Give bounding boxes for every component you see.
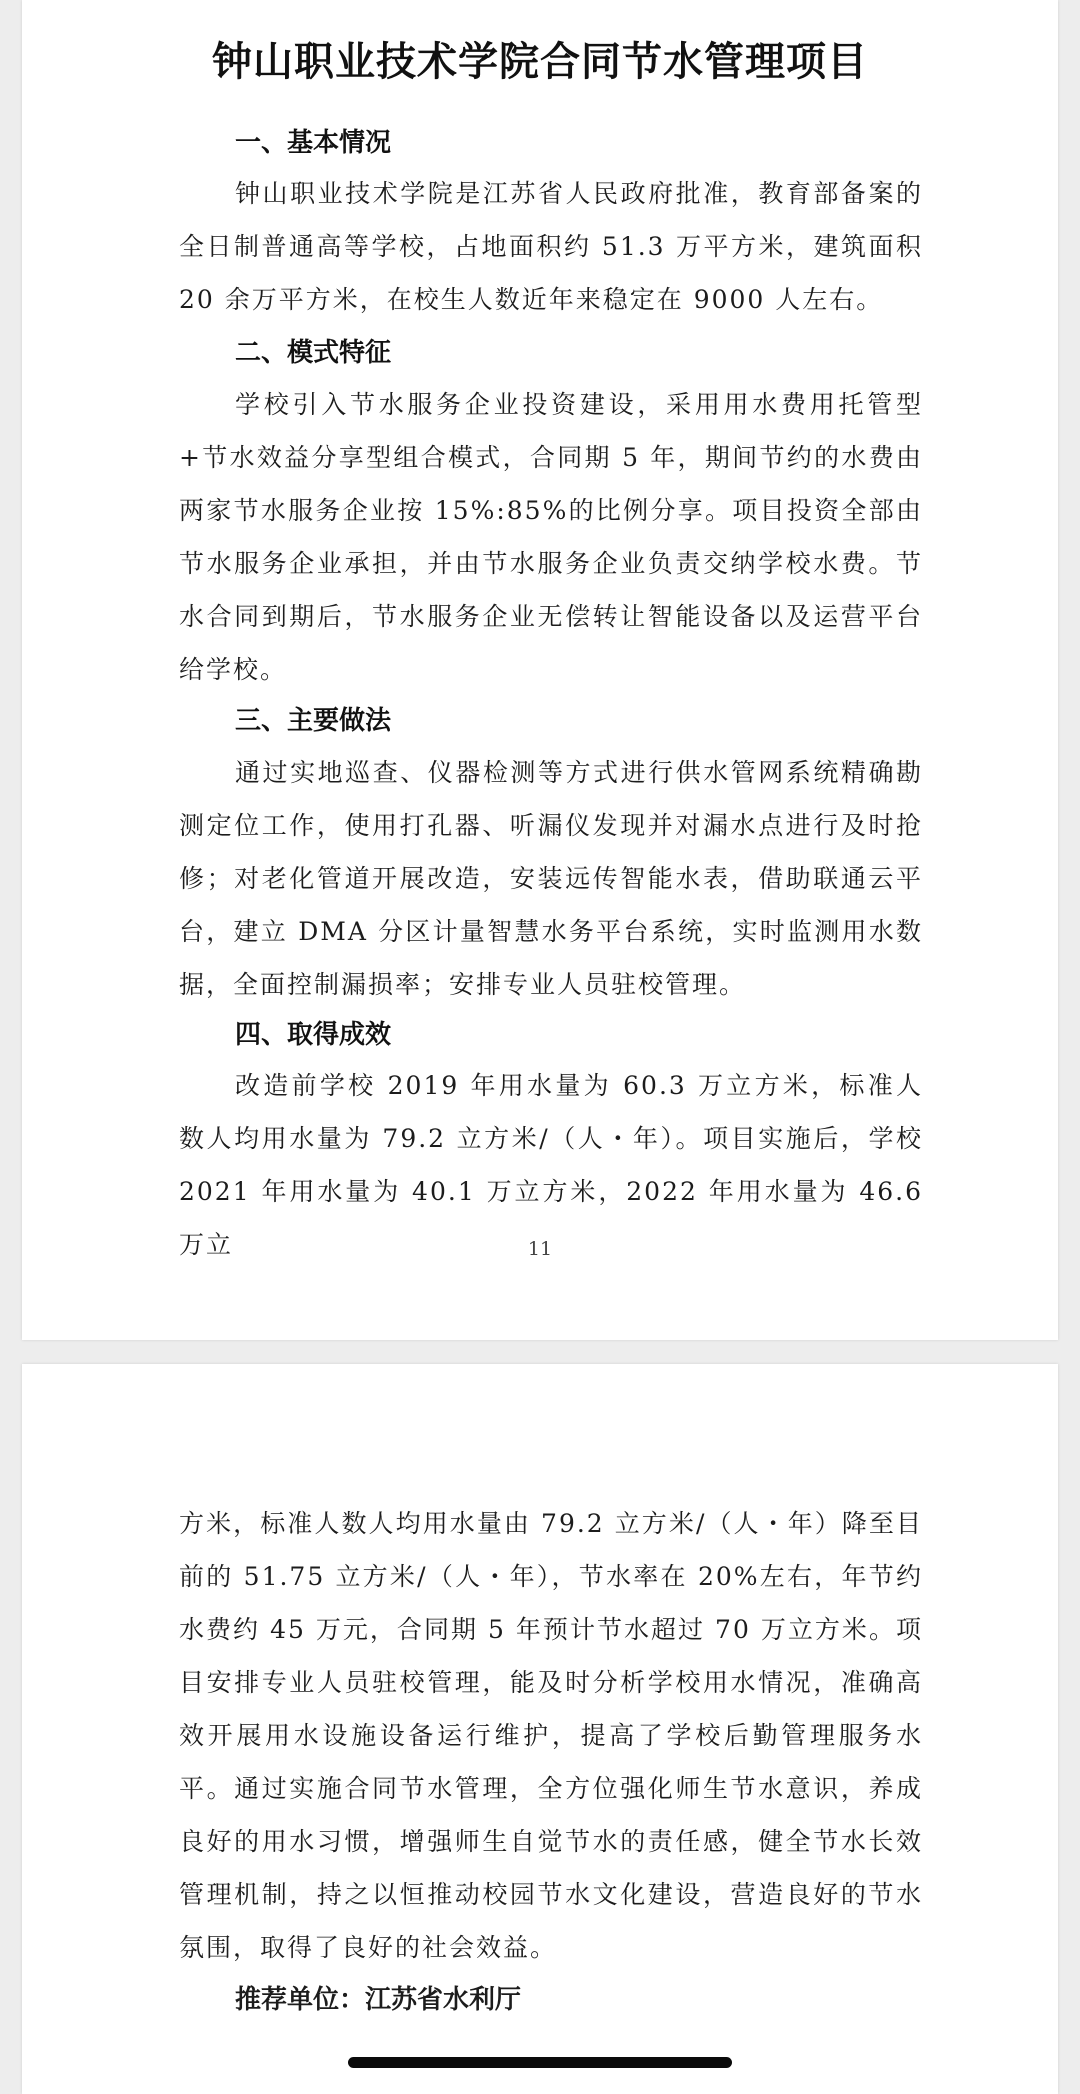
recommending-unit: 推荐单位：江苏省水利厅 <box>235 1985 522 2015</box>
section-paragraph-basic-info: 钟山职业技术学院是江苏省人民政府批准，教育部备案的全日制普通高等学校，占地面积约 51.3 万平方米，建筑面积 20 余万平方米，在校生人数近年来稳定在 9000 人左右。 <box>179 179 923 314</box>
section-paragraph-mode-features: 学校引入节水服务企业投资建设，采用用水费用托管型+节水效益分享型组合模式，合同期 5 年，期间节约的水费由两家节水服务企业按 15%:85%的比例分享。项目投资全部由节水服务企业承担，并由节水服务企业负责交纳学校水费。节水合同到期后，节水服务企业无偿转让智能设备以及运营平台给学校。 <box>179 390 923 684</box>
continued-paragraph: 方米，标准人数人均用水量由 79.2 立方米/（人・年）降至目前的 51.75 立方米/（人・年），节水率在 20%左右，年节约水费约 45 万元，合同期 5 年预计节水超过 70 万立方米。项目安排专业人员驻校管理，能及时分析学校用水情况，准确高效开展用水设施设备运行维护，提高了学校后勤管理服务水平。通过实施合同节水管理，全方位强化师生节水意识，养成良好的用水习惯，增强师生自觉节水的责任感，健全节水长效管理机制，持之以恒推动校园节水文化建设，营造良好的节水氛围，取得了良好的社会效益。 <box>179 1509 923 1962</box>
section-heading-main-practices: 三、主要做法 <box>235 706 392 736</box>
document-title: 钟山职业技术学院合同节水管理项目 <box>212 38 868 85</box>
section-paragraph-main-practices: 通过实地巡查、仪器检测等方式进行供水管网系统精确勘测定位工作，使用打孔器、听漏仪发现并对漏水点进行及时抢修；对老化管道开展改造，安装远传智能水表，借助联通云平台，建立 DMA 分区计量智慧水务平台系统，实时监测用水数据，全面控制漏损率；安排专业人员驻校管理。 <box>179 758 923 999</box>
section-paragraph-results: 改造前学校 2019 年用水量为 60.3 万立方米，标准人数人均用水量为 79.2 立方米/（人・年）。项目实施后，学校 2021 年用水量为 40.1 万立方米，2022 年用水量为 46.6 万立 <box>179 1071 923 1259</box>
section-heading-basic-info: 一、基本情况 <box>235 128 392 158</box>
document-page-1 <box>22 0 1058 1340</box>
document-page-2 <box>22 1364 1058 2094</box>
section-heading-results: 四、取得成效 <box>235 1020 392 1050</box>
section-heading-mode-features: 二、模式特征 <box>235 338 392 368</box>
home-indicator[interactable] <box>348 2057 732 2068</box>
page-number: 11 <box>527 1238 553 1260</box>
